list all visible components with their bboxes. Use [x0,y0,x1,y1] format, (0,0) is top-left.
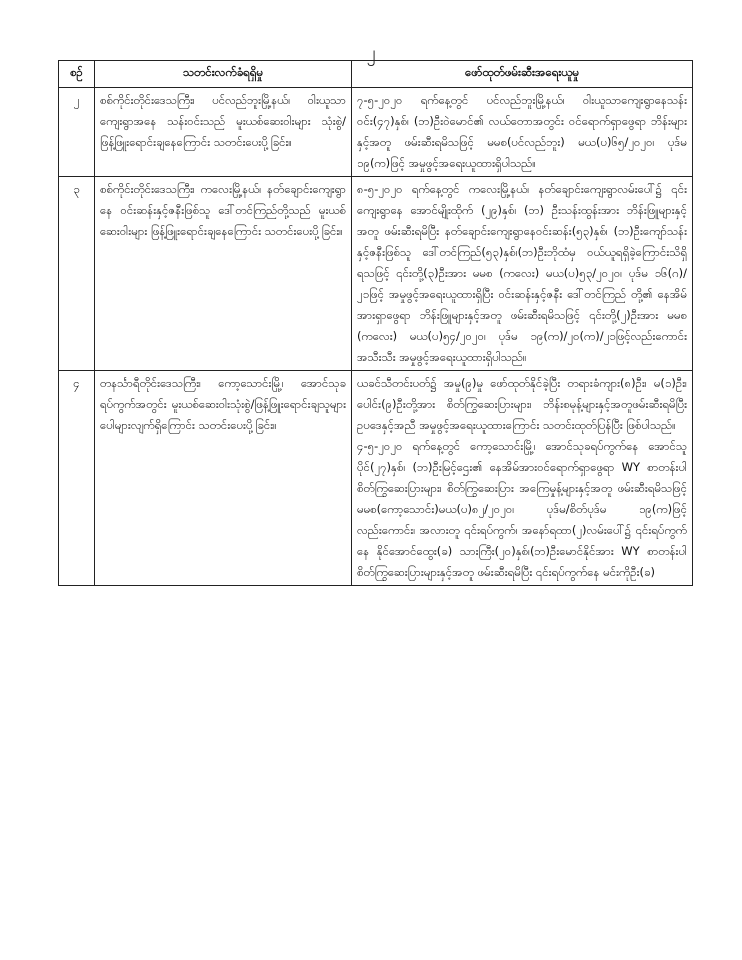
row-information-text: တနင်္သာရီတိုင်းဒေသကြီး၊ ကော့သောင်းမြို့၊ အောင်သုခရပ်ကွက်အတွင်း မူးယစ်ဆေးဝါးသုံးစွဲ/ဖြန့်ဖြူးရောင်းချသူများ ပေါများလျက်ရှိကြောင်း သတင်းပေးပို့ခြင်း။ [95,371,352,586]
row-serial-no: ၄ [59,371,95,586]
table-header-row [59,61,693,88]
row-serial-no: ၃ [59,177,95,371]
row-information-text: စစ်ကိုင်းတိုင်းဒေသကြီး၊ ကလေးမြို့နယ်၊ နတ်ချောင်းကျေးရွာနေ ဝင်းဆန်းနှင့်ဇနီးဖြစ်သူ ဒေါ်တင်ကြည်တို့သည် မူးယစ်ဆေးဝါးများ ဖြန့်ဖြူးရောင်းချနေကြောင်း သတင်းပေးပို့ခြင်း။ [95,177,352,371]
case-report-table [58,60,693,586]
table-row [59,88,693,177]
row-action-cell [352,88,693,177]
row-information-text: စစ်ကိုင်းတိုင်းဒေသကြီး၊ ပင်လည်ဘူးမြို့နယ်၊ ဝါးယူသာကျေးရွာအနေ သန်းဝင်းသည် မူးယစ်ဆေးဝါးများ သုံးစွဲ/ဖြန့်ဖြူးရောင်းချနေကြောင်း သတင်းပေးပို့ခြင်း။ [95,88,352,177]
row-action-cell [352,177,693,371]
row-action-cell [352,371,693,586]
row-action-paragraph: ၈-၅-၂၀၂၀ ရက်နေ့တွင် ကလေးမြို့နယ်၊ နတ်ချောင်းကျေးရွာလမ်းပေါ်၌ ၎င်းကျေးရွာနေ အောင်မျိုးထိုက် (၂၉)နှစ်၊ (ဘ) ဦးသန်းထွန်းအား ဘိန်းဖြူများနှင့်အတူ ဖမ်းဆီးရမိပြီး နတ်ချောင်းကျေးရွာနေဝင်းဆန်း(၅၃)နှစ်၊ (ဘ)ဦးကျော်သန်းနှင့်ဇနီးဖြစ်သူ ဒေါ်တင်ကြည်(၅၃)နှစ်၊(ဘ)ဦးဘိုထံမှ ဝယ်ယူရရှိခဲ့ကြောင်းသိရှိရသဖြင့် ၎င်းတို့(၃)ဦးအား မမစ (ကလေး) မယ(ပ)၅၃/၂၀၂၀၊ ပုဒ်မ ၁၆(ဂ)/၂၁ဖြင့် အမှုဖွင့်အရေးယူထားရှိပြီး ဝင်းဆန်းနှင့်ဇနီး ဒေါ်တင်ကြည် တို့၏ နေအိမ်အားရှာဖွေရာ ဘိန်းဖြူများနှင့်အတူ ဖမ်းဆီးရမိသဖြင့် ၎င်းတို့(၂)ဦးအား မမစ (ကလေး) မယ(ပ)၅၄/၂၀၂၀၊ ပုဒ်မ ၁၉(က)/၂၀(က)/၂၁ဖြင့်လည်းကောင်း အသီးသီး အမှုဖွင့်အရေးယူထားရှိပါသည်။ [357,182,687,364]
row-action-paragraph: ၄-၅-၂၀၂၀ ရက်နေ့တွင် ကော့သောင်းမြို့၊ အောင်သုခရပ်ကွက်နေ အောင်သူပိုင်(၂၇)နှစ်၊ (ဘ)ဦးမြင့်ဌေး၏ နေအိမ်အားဝင်ရောက်ရှာဖွေရာ WY စာတန်းပါစိတ်ကြွဆေးပြားများ၊ စိတ်ကြွဆေးပြား အကြေမှုန့်များနှင့်အတူ ဖမ်းဆီးရမိသဖြင့် မမစ(ကော့သောင်း)မယ(ပ)၈၂/၂၀၂၀၊ ပုဒ်မ/စိတ်ပုဒ်မ ၁၉(က)ဖြင့်လည်းကောင်း၊ အလားတူ ၎င်းရပ်ကွက်၊ အနော်ရထာ(၂)လမ်းပေါ်၌ ၎င်းရပ်ကွက်နေ နိုင်အောင်ထွေး(ခ) သားကြီး(၂၀)နှစ်၊(ဘ)ဦးမောင်နိုင်အား WY စာတန်းပါ စိတ်ကြွဆေးပြားများနှင့်အတူ ဖမ်းဆီးရမိပြီး ၎င်းရပ်ကွက်နေ မင်းကိုဦး(ခ) [357,439,687,579]
row-action-paragraph: ၇-၅-၂၀၂၀ ရက်နေ့တွင် ပင်လည်ဘူးမြို့နယ်၊ ဝါးယူသာကျေးရွာနေသန်းဝင်း(၄၇)နှစ်၊ (ဘ)ဦးဝဲမောင်၏ လယ်တောအတွင်း ဝင်ရောက်ရှာဖွေရာ ဘိန်းများနှင့်အတူ ဖမ်းဆီးရမိသဖြင့် မမစ(ပင်လည်ဘူး) မယ(ပ)၆၅/၂၀၂၀၊ ပုဒ်မ ၁၉(က)ဖြင့် အမှုဖွင့်အရေးယူထားရှိပါသည်။ [357,93,687,170]
header-serial-no: စဉ် [59,61,95,88]
page-number: ၂ [366,42,376,63]
row-action-paragraph: ယခင်သီတင်းပတ်၌ အမှု(၉)မှု ဖော်ထုတ်နိုင်ခဲ့ပြီး တရားခံကျား(၈)ဦး၊ မ(၁)ဦး၊ ပေါင်း(၉)ဦးတို့အား စိတ်ကြွဆေးပြားများ၊ ဘိန်းစမုန့်များနှင့်အတူဖမ်းဆီးရမိပြီး ဥပဒေနှင့်အညီ အမှုဖွင့်အရေးယူထားကြောင်း သတင်းထုတ်ပြန်ပြီး ဖြစ်ပါသည်။ [357,376,687,432]
header-information-received: သတင်းလက်ခံရရှိမှု [95,61,352,88]
table-row [59,177,693,371]
header-action-taken: ဖော်ထုတ်ဖမ်းဆီးအရေးယူမှု [352,61,693,88]
row-serial-no: ၂ [59,88,95,177]
table-row [59,371,693,586]
